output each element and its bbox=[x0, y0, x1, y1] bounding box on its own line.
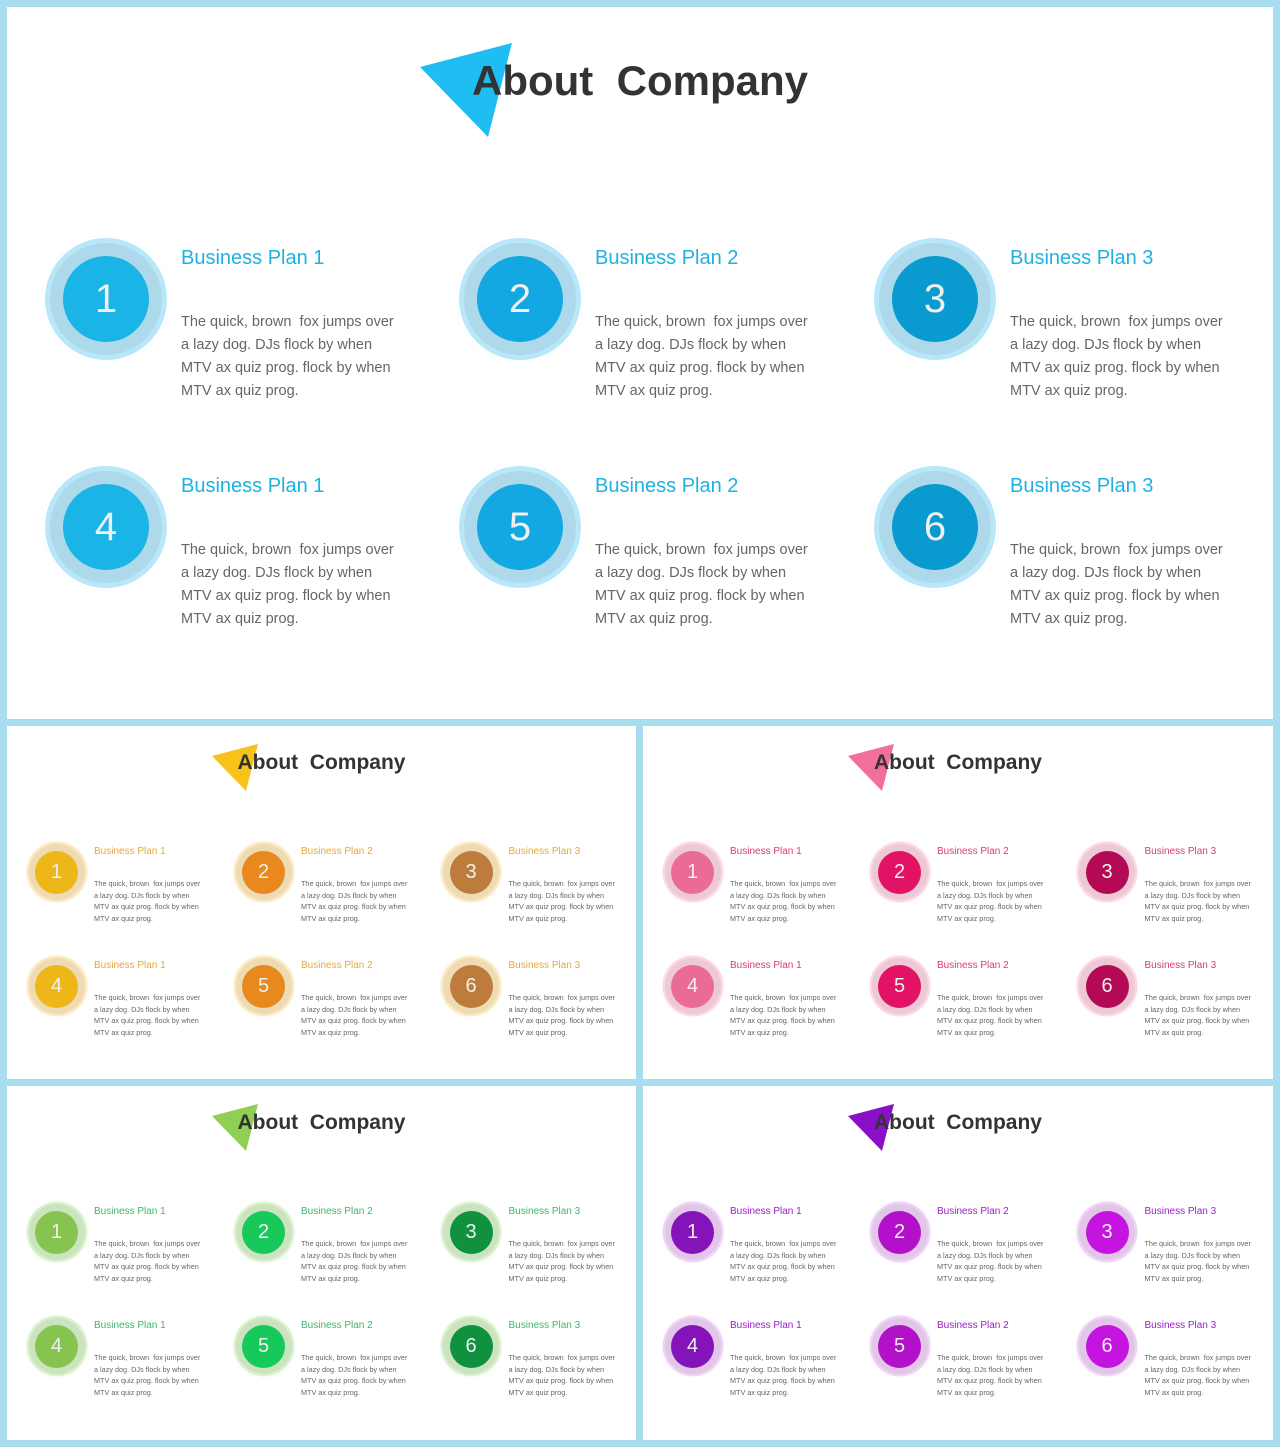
number-badge bbox=[1075, 1314, 1139, 1378]
business-plan-item bbox=[871, 463, 1271, 663]
business-plan-description: The quick, brown fox jumps over a lazy dog. DJs flock by when MTV ax quiz prog. flock by when MTV ax quiz prog. bbox=[730, 1239, 839, 1283]
step-number: 3 bbox=[450, 851, 493, 894]
step-number: 2 bbox=[878, 851, 921, 894]
business-plan-item bbox=[232, 840, 432, 940]
number-badge bbox=[439, 840, 503, 904]
business-plan-title: Business Plan 2 bbox=[301, 846, 373, 857]
business-plan-description: The quick, brown fox jumps over a lazy dog. DJs flock by when MTV ax quiz prog. flock by when MTV ax quiz prog. bbox=[181, 542, 398, 627]
business-plan-item bbox=[868, 1314, 1068, 1414]
number-badge bbox=[871, 235, 999, 363]
step-number: 5 bbox=[242, 965, 285, 1008]
step-number: 6 bbox=[1086, 965, 1129, 1008]
business-plan-item bbox=[661, 840, 861, 940]
business-plan-description: The quick, brown fox jumps over a lazy dog. DJs flock by when MTV ax quiz prog. flock by when MTV ax quiz prog. bbox=[937, 1239, 1046, 1283]
business-plan-item bbox=[232, 1200, 432, 1300]
number-badge bbox=[232, 1314, 296, 1378]
number-badge bbox=[25, 840, 89, 904]
number-badge bbox=[661, 1200, 725, 1264]
number-badge bbox=[439, 954, 503, 1018]
business-plan-title: Business Plan 1 bbox=[730, 1320, 802, 1331]
slide-orange bbox=[7, 726, 636, 1079]
business-plan-item bbox=[25, 954, 225, 1054]
number-badge bbox=[661, 954, 725, 1018]
number-badge bbox=[439, 1314, 503, 1378]
business-plan-title: Business Plan 2 bbox=[937, 960, 1009, 971]
business-plan-item bbox=[868, 1200, 1068, 1300]
step-number: 1 bbox=[35, 1211, 78, 1254]
business-plan-item bbox=[25, 1200, 225, 1300]
business-plan-title: Business Plan 2 bbox=[595, 247, 739, 269]
business-plan-title: Business Plan 3 bbox=[1010, 475, 1154, 497]
business-plan-title: Business Plan 3 bbox=[508, 960, 581, 971]
number-badge bbox=[868, 954, 932, 1018]
business-plan-item bbox=[661, 954, 861, 1054]
business-plan-item bbox=[1075, 1200, 1273, 1300]
slide-pink bbox=[643, 726, 1273, 1079]
step-number: 4 bbox=[671, 1325, 714, 1368]
business-plan-item bbox=[232, 954, 432, 1054]
step-number: 3 bbox=[1086, 851, 1129, 894]
business-plan-description: The quick, brown fox jumps over a lazy dog. DJs flock by when MTV ax quiz prog. flock by when MTV ax quiz prog. bbox=[508, 1239, 617, 1283]
business-plan-title: Business Plan 2 bbox=[301, 960, 373, 971]
step-number: 3 bbox=[450, 1211, 493, 1254]
business-plan-description: The quick, brown fox jumps over a lazy dog. DJs flock by when MTV ax quiz prog. flock by when MTV ax quiz prog. bbox=[301, 1239, 410, 1283]
business-plan-description: The quick, brown fox jumps over a lazy dog. DJs flock by when MTV ax quiz prog. flock by when MTV ax quiz prog. bbox=[937, 993, 1046, 1037]
step-number: 1 bbox=[671, 851, 714, 894]
business-plan-description: The quick, brown fox jumps over a lazy dog. DJs flock by when MTV ax quiz prog. flock by when MTV ax quiz prog. bbox=[1010, 314, 1227, 399]
business-plan-item bbox=[661, 1314, 861, 1414]
business-plan-title: Business Plan 3 bbox=[1144, 1206, 1217, 1217]
step-number: 6 bbox=[450, 965, 493, 1008]
business-plan-title: Business Plan 3 bbox=[1144, 960, 1217, 971]
slide-title bbox=[238, 751, 406, 775]
business-plan-title: Business Plan 1 bbox=[94, 846, 166, 857]
business-plan-title: Business Plan 3 bbox=[508, 1320, 581, 1331]
number-badge bbox=[661, 1314, 725, 1378]
step-number: 5 bbox=[477, 484, 563, 570]
business-plan-description: The quick, brown fox jumps over a lazy dog. DJs flock by when MTV ax quiz prog. flock by when MTV ax quiz prog. bbox=[301, 993, 410, 1037]
number-badge bbox=[868, 1200, 932, 1264]
business-plan-item bbox=[439, 1200, 636, 1300]
business-plan-title: Business Plan 2 bbox=[301, 1206, 373, 1217]
business-plan-item bbox=[456, 463, 856, 663]
business-plan-title: Business Plan 1 bbox=[730, 1206, 802, 1217]
business-plan-item bbox=[868, 954, 1068, 1054]
number-badge bbox=[868, 1314, 932, 1378]
business-plan-description: The quick, brown fox jumps over a lazy dog. DJs flock by when MTV ax quiz prog. flock by when MTV ax quiz prog. bbox=[730, 879, 839, 923]
step-number: 1 bbox=[35, 851, 78, 894]
business-plan-title: Business Plan 2 bbox=[937, 846, 1009, 857]
step-number: 6 bbox=[892, 484, 978, 570]
business-plan-description: The quick, brown fox jumps over a lazy dog. DJs flock by when MTV ax quiz prog. flock by when MTV ax quiz prog. bbox=[94, 993, 203, 1037]
business-plan-description: The quick, brown fox jumps over a lazy dog. DJs flock by when MTV ax quiz prog. flock by when MTV ax quiz prog. bbox=[730, 1353, 839, 1397]
step-number: 4 bbox=[63, 484, 149, 570]
business-plan-title: Business Plan 3 bbox=[1144, 1320, 1217, 1331]
number-badge bbox=[871, 463, 999, 591]
number-badge bbox=[1075, 1200, 1139, 1264]
business-plan-item bbox=[439, 840, 636, 940]
step-number: 6 bbox=[1086, 1325, 1129, 1368]
business-plan-item bbox=[1075, 954, 1273, 1054]
business-plan-title: Business Plan 3 bbox=[1010, 247, 1154, 269]
business-plan-title: Business Plan 2 bbox=[595, 475, 739, 497]
number-badge bbox=[42, 235, 170, 363]
slide-title-text: About Company bbox=[237, 1111, 406, 1134]
business-plan-item bbox=[232, 1314, 432, 1414]
slide-title-text: About Company bbox=[874, 751, 1042, 774]
number-badge bbox=[868, 840, 932, 904]
slide-blue bbox=[7, 7, 1273, 719]
business-plan-title: Business Plan 2 bbox=[301, 1320, 373, 1331]
business-plan-title: Business Plan 1 bbox=[730, 960, 802, 971]
number-badge bbox=[25, 1200, 89, 1264]
business-plan-item bbox=[439, 954, 636, 1054]
business-plan-item bbox=[439, 1314, 636, 1414]
number-badge bbox=[456, 235, 584, 363]
business-plan-description: The quick, brown fox jumps over a lazy dog. DJs flock by when MTV ax quiz prog. flock by when MTV ax quiz prog. bbox=[1010, 542, 1227, 627]
business-plan-description: The quick, brown fox jumps over a lazy dog. DJs flock by when MTV ax quiz prog. flock by when MTV ax quiz prog. bbox=[1144, 879, 1253, 923]
step-number: 2 bbox=[477, 256, 563, 342]
business-plan-item bbox=[456, 235, 856, 435]
business-plan-item bbox=[25, 1314, 225, 1414]
business-plan-title: Business Plan 1 bbox=[181, 475, 325, 497]
business-plan-description: The quick, brown fox jumps over a lazy dog. DJs flock by when MTV ax quiz prog. flock by when MTV ax quiz prog. bbox=[508, 879, 617, 923]
number-badge bbox=[456, 463, 584, 591]
business-plan-item bbox=[871, 235, 1271, 435]
business-plan-item bbox=[868, 840, 1068, 940]
number-badge bbox=[439, 1200, 503, 1264]
business-plan-description: The quick, brown fox jumps over a lazy dog. DJs flock by when MTV ax quiz prog. flock by when MTV ax quiz prog. bbox=[1144, 1239, 1253, 1283]
step-number: 5 bbox=[878, 965, 921, 1008]
business-plan-title: Business Plan 1 bbox=[181, 247, 325, 269]
step-number: 4 bbox=[671, 965, 714, 1008]
slide-title-text: About Company bbox=[472, 57, 808, 104]
business-plan-item bbox=[1075, 1314, 1273, 1414]
number-badge bbox=[1075, 954, 1139, 1018]
number-badge bbox=[25, 1314, 89, 1378]
business-plan-description: The quick, brown fox jumps over a lazy dog. DJs flock by when MTV ax quiz prog. flock by when MTV ax quiz prog. bbox=[301, 879, 410, 923]
slide-title bbox=[472, 57, 808, 105]
business-plan-description: The quick, brown fox jumps over a lazy dog. DJs flock by when MTV ax quiz prog. flock by when MTV ax quiz prog. bbox=[937, 1353, 1046, 1397]
business-plan-description: The quick, brown fox jumps over a lazy dog. DJs flock by when MTV ax quiz prog. flock by when MTV ax quiz prog. bbox=[595, 542, 812, 627]
business-plan-item bbox=[42, 235, 442, 435]
step-number: 1 bbox=[671, 1211, 714, 1254]
slide-title bbox=[874, 1111, 1042, 1135]
slide-title-text: About Company bbox=[237, 751, 406, 774]
step-number: 6 bbox=[450, 1325, 493, 1368]
business-plan-title: Business Plan 1 bbox=[94, 1206, 166, 1217]
number-badge bbox=[1075, 840, 1139, 904]
step-number: 5 bbox=[878, 1325, 921, 1368]
step-number: 2 bbox=[878, 1211, 921, 1254]
business-plan-item bbox=[1075, 840, 1273, 940]
business-plan-title: Business Plan 2 bbox=[937, 1320, 1009, 1331]
slide-title bbox=[238, 1111, 406, 1135]
business-plan-description: The quick, brown fox jumps over a lazy dog. DJs flock by when MTV ax quiz prog. flock by when MTV ax quiz prog. bbox=[730, 993, 839, 1037]
business-plan-description: The quick, brown fox jumps over a lazy dog. DJs flock by when MTV ax quiz prog. flock by when MTV ax quiz prog. bbox=[94, 1353, 203, 1397]
business-plan-description: The quick, brown fox jumps over a lazy dog. DJs flock by when MTV ax quiz prog. flock by when MTV ax quiz prog. bbox=[1144, 1353, 1253, 1397]
business-plan-title: Business Plan 1 bbox=[94, 1320, 166, 1331]
business-plan-description: The quick, brown fox jumps over a lazy dog. DJs flock by when MTV ax quiz prog. flock by when MTV ax quiz prog. bbox=[508, 1353, 617, 1397]
business-plan-description: The quick, brown fox jumps over a lazy dog. DJs flock by when MTV ax quiz prog. flock by when MTV ax quiz prog. bbox=[301, 1353, 410, 1397]
slide-purple bbox=[643, 1086, 1273, 1440]
step-number: 2 bbox=[242, 851, 285, 894]
business-plan-title: Business Plan 3 bbox=[1144, 846, 1217, 857]
step-number: 1 bbox=[63, 256, 149, 342]
business-plan-description: The quick, brown fox jumps over a lazy dog. DJs flock by when MTV ax quiz prog. flock by when MTV ax quiz prog. bbox=[94, 879, 203, 923]
business-plan-description: The quick, brown fox jumps over a lazy dog. DJs flock by when MTV ax quiz prog. flock by when MTV ax quiz prog. bbox=[1144, 993, 1253, 1037]
business-plan-item bbox=[42, 463, 442, 663]
step-number: 4 bbox=[35, 965, 78, 1008]
business-plan-description: The quick, brown fox jumps over a lazy dog. DJs flock by when MTV ax quiz prog. flock by when MTV ax quiz prog. bbox=[94, 1239, 203, 1283]
step-number: 3 bbox=[1086, 1211, 1129, 1254]
slide-title-text: About Company bbox=[874, 1111, 1042, 1134]
number-badge bbox=[25, 954, 89, 1018]
step-number: 4 bbox=[35, 1325, 78, 1368]
business-plan-description: The quick, brown fox jumps over a lazy dog. DJs flock by when MTV ax quiz prog. flock by when MTV ax quiz prog. bbox=[508, 993, 617, 1037]
business-plan-title: Business Plan 1 bbox=[94, 960, 166, 971]
slide-green bbox=[7, 1086, 636, 1440]
business-plan-title: Business Plan 3 bbox=[508, 846, 581, 857]
number-badge bbox=[661, 840, 725, 904]
business-plan-item bbox=[25, 840, 225, 940]
number-badge bbox=[42, 463, 170, 591]
step-number: 3 bbox=[892, 256, 978, 342]
number-badge bbox=[232, 1200, 296, 1264]
business-plan-title: Business Plan 2 bbox=[937, 1206, 1009, 1217]
step-number: 2 bbox=[242, 1211, 285, 1254]
business-plan-title: Business Plan 1 bbox=[730, 846, 802, 857]
number-badge bbox=[232, 954, 296, 1018]
step-number: 5 bbox=[242, 1325, 285, 1368]
business-plan-title: Business Plan 3 bbox=[508, 1206, 581, 1217]
business-plan-item bbox=[661, 1200, 861, 1300]
business-plan-description: The quick, brown fox jumps over a lazy dog. DJs flock by when MTV ax quiz prog. flock by when MTV ax quiz prog. bbox=[181, 314, 398, 399]
slide-title bbox=[874, 751, 1042, 775]
number-badge bbox=[232, 840, 296, 904]
business-plan-description: The quick, brown fox jumps over a lazy dog. DJs flock by when MTV ax quiz prog. flock by when MTV ax quiz prog. bbox=[595, 314, 812, 399]
business-plan-description: The quick, brown fox jumps over a lazy dog. DJs flock by when MTV ax quiz prog. flock by when MTV ax quiz prog. bbox=[937, 879, 1046, 923]
